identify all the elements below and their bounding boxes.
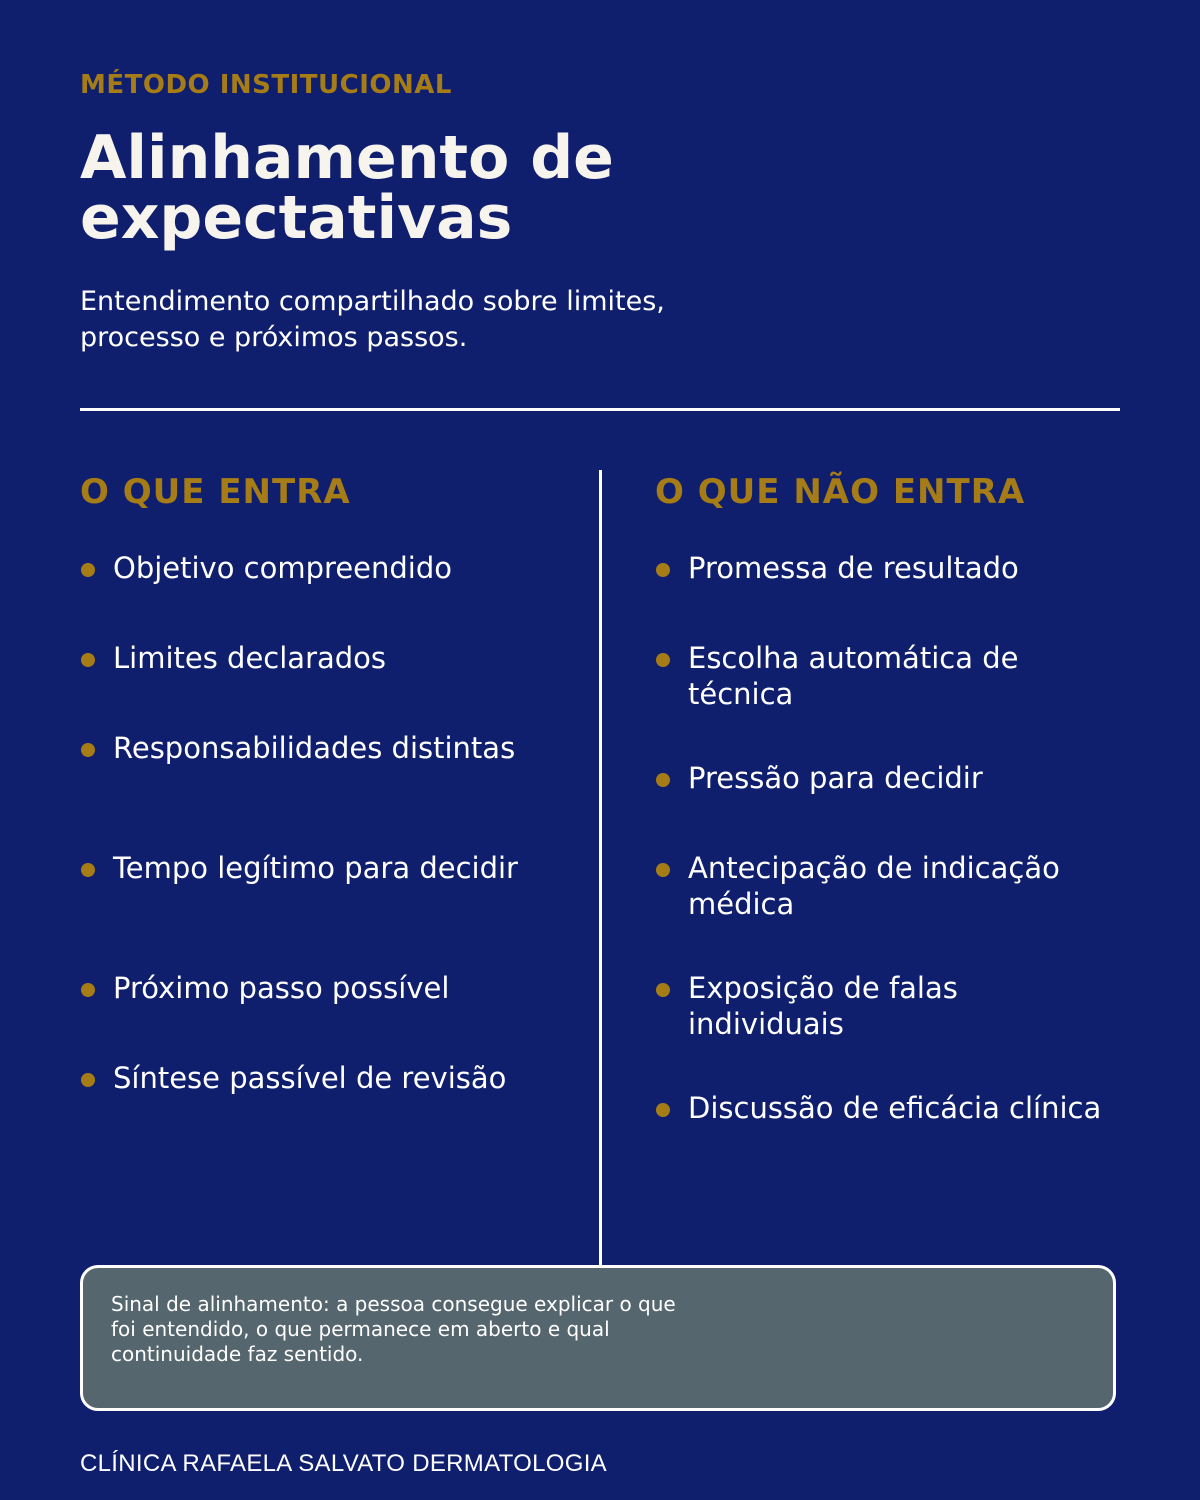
included-heading: O QUE ENTRA — [80, 472, 351, 512]
list-item-label: Responsabilidades distintas — [113, 731, 516, 765]
list-item-label: Promessa de resultado — [688, 551, 1019, 585]
alignment-note-text: Sinal de alinhamento: a pessoa consegue explicar o que foi entendido, o que permanece em aberto e qual continuidade faz sentido. — [111, 1292, 676, 1366]
vertical-divider — [599, 470, 602, 1265]
bullet-icon — [81, 983, 95, 997]
bullet-icon — [81, 653, 95, 667]
bullet-icon — [656, 1103, 670, 1117]
bullet-icon — [656, 563, 670, 577]
list-item — [655, 550, 1108, 586]
list-item-label: Próximo passo possível — [113, 971, 450, 1005]
page-title: Alinhamento de expectativas — [80, 123, 614, 253]
list-item — [655, 640, 1108, 712]
page-subtitle: Entendimento compartilhado sobre limites, processo e próximos passos. — [80, 286, 665, 353]
bullet-icon — [81, 743, 95, 757]
alignment-note-box — [80, 1265, 1116, 1411]
bullet-icon — [656, 773, 670, 787]
list-item-label: Exposição de falas individuais — [688, 971, 958, 1041]
list-item — [80, 850, 553, 886]
list-item — [80, 970, 553, 1006]
bullet-icon — [656, 863, 670, 877]
bullet-icon — [81, 863, 95, 877]
list-item — [655, 760, 1108, 796]
list-item-label: Limites declarados — [113, 641, 387, 675]
horizontal-divider — [80, 408, 1120, 411]
list-item-label: Escolha automática de técnica — [688, 641, 1019, 711]
list-item-label: Objetivo compreendido — [113, 551, 452, 585]
list-item-label: Síntese passível de revisão — [113, 1061, 507, 1095]
eyebrow-label: MÉTODO INSTITUCIONAL — [80, 70, 452, 100]
list-item — [655, 1090, 1108, 1126]
excluded-heading: O QUE NÃO ENTRA — [655, 472, 1026, 512]
list-item-label: Tempo legítimo para decidir — [113, 851, 518, 885]
bullet-icon — [656, 983, 670, 997]
list-item — [80, 730, 553, 766]
list-item — [80, 640, 553, 676]
list-item — [80, 1060, 553, 1096]
list-item — [80, 550, 553, 586]
list-item-label: Antecipação de indicação médica — [688, 851, 1060, 921]
list-item-label: Discussão de eficácia clínica — [688, 1091, 1102, 1125]
bullet-icon — [81, 563, 95, 577]
bullet-icon — [81, 1073, 95, 1087]
bullet-icon — [656, 653, 670, 667]
list-item — [655, 970, 1108, 1042]
footer-clinic-name: CLÍNICA RAFAELA SALVATO DERMATOLOGIA — [80, 1450, 607, 1477]
list-item — [655, 850, 1108, 922]
list-item-label: Pressão para decidir — [688, 761, 983, 795]
